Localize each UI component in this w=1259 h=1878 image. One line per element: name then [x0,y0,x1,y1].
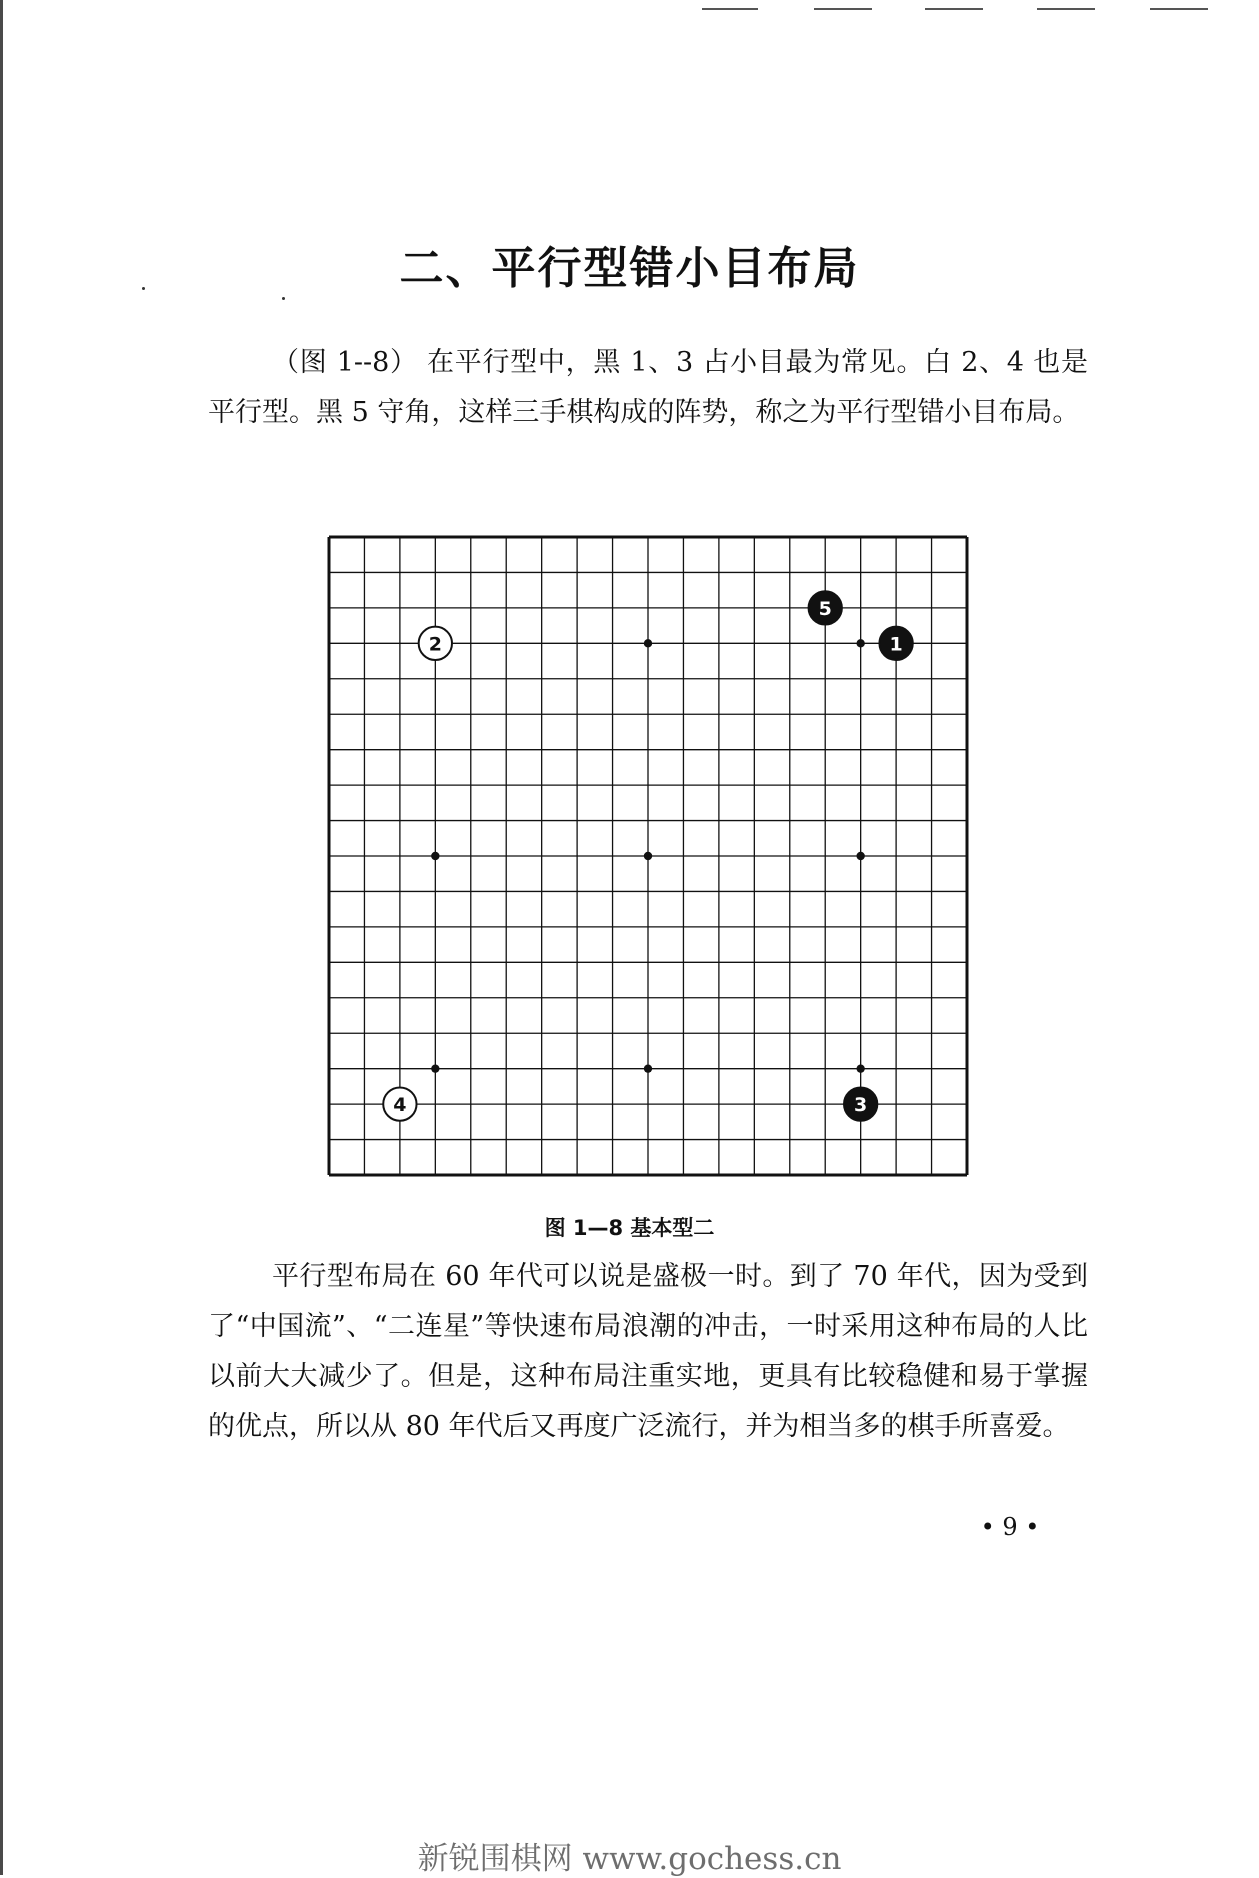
page-number: • 9 • [980,1513,1040,1541]
site-watermark: 新锐围棋网 www.gochess.cn [417,1841,842,1877]
star-point [431,852,439,860]
black-stone-3 [844,1087,877,1120]
top-edge-mark [1150,8,1208,10]
black-stone-5 [809,591,842,624]
stone-move-number: 1 [889,633,903,656]
intro-paragraph: （图 1--8） 在平行型中，黑 1、3 占小目最为常见。白 2、4 也是平行型。黑 5 守角，这样三手棋构成的阵势，称之为平行型错小目布局。 [208,347,1088,428]
stone-move-number: 2 [428,633,442,656]
top-edge-mark [814,8,872,10]
scan-speck [282,297,285,300]
stone-move-number: 5 [818,597,832,620]
black-stone-1 [879,627,912,660]
star-point [431,1064,439,1072]
top-edge-mark [702,8,758,10]
stone-move-number: 4 [393,1094,407,1117]
body-paragraph: 平行型布局在 60 年代可以说是盛极一时。到了 70 年代，因为受到了“中国流”、“二连星”等快速布局浪潮的冲击，一时采用这种布局的人比以前大大减少了。但是，这种布局注重实地，更具有比较稳健和易于掌握的优点，所以从 80 年代后又再度广泛流行，并为相当多的棋手所喜爱。 [208,1261,1088,1442]
white-stone-2 [419,627,452,660]
section-title: 二、平行型错小目布局 [399,243,860,294]
top-edge-mark [1037,8,1095,10]
star-point [856,639,864,647]
star-point [644,639,652,647]
stone-move-number: 3 [854,1094,868,1117]
white-stone-4 [383,1087,416,1120]
star-point [856,1064,864,1072]
star-point [644,1064,652,1072]
go-board-diagram [323,531,973,1181]
figure-caption: 图 1—8 基本型二 [544,1216,715,1240]
top-edge-mark [925,8,983,10]
star-point [856,852,864,860]
star-point [644,852,652,860]
